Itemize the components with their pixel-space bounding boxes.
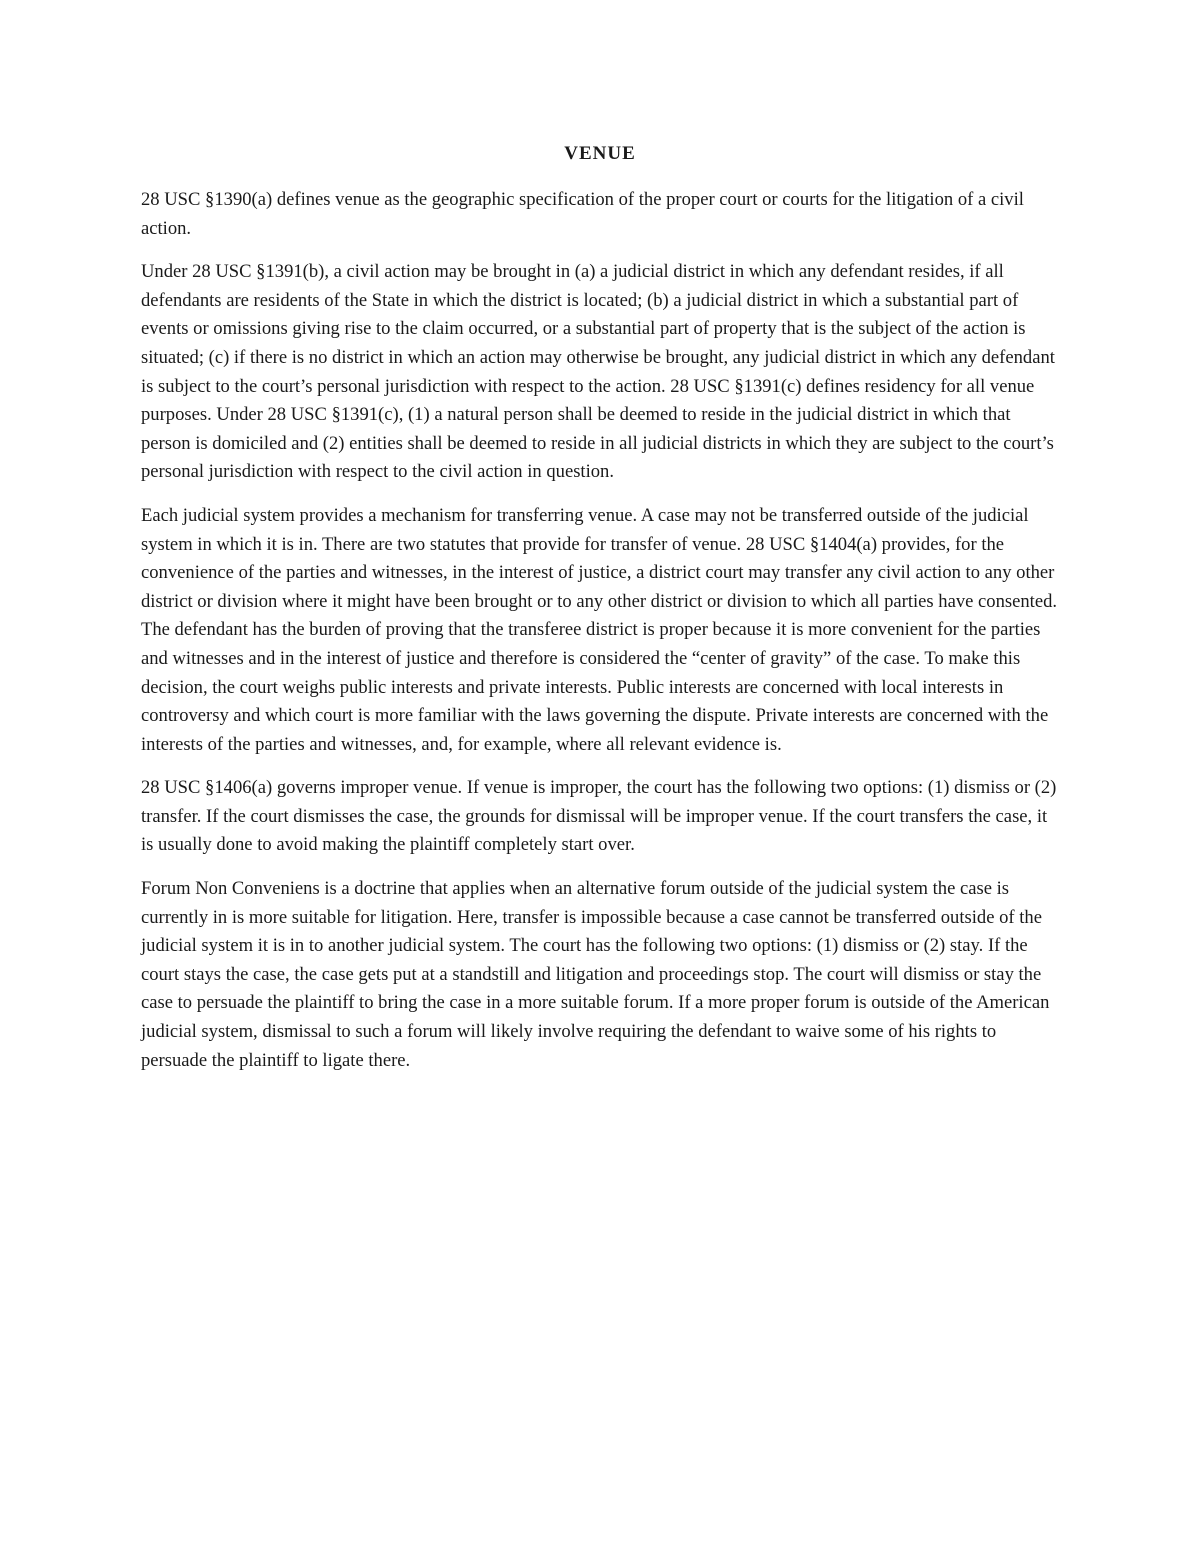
document-body <box>141 140 1059 1090</box>
paragraph-improper-venue-1406: 28 USC §1406(a) governs improper venue. If venue is improper, the court has the following two options: (1) dismiss or (2) transfer. If the court dismisses the case, the grounds for dismissal will be improper venue. If the court transfers the case, it is usually done to avoid making the plaintiff completely start over. <box>141 777 1057 856</box>
paragraph-1390: 28 USC §1390(a) defines venue as the geographic specification of the proper court or courts for the litigation of a civil action. <box>141 189 1024 239</box>
document-title: VENUE <box>564 143 636 164</box>
paragraph-1391: Under 28 USC §1391(b), a civil action may be brought in (a) a judicial district in which any defendant resides, if all defendants are residents of the State in which the district is located; (b) a judicial district in which a substantial part of events or omissions giving rise to the claim occurred, or a substantial part of property that is the subject of the action is situated; (c) if there is no district in which an action may otherwise be brought, any judicial district in which any defendant is subject to the court’s personal jurisdiction with respect to the action. 28 USC §1391(c) defines residency for all venue purposes. Under 28 USC §1391(c), (1) a natural person shall be deemed to reside in the judicial district in which that person is domiciled and (2) entities shall be deemed to reside in all judicial districts in which they are subject to the court’s personal jurisdiction with respect to the civil action in question. <box>141 261 1055 483</box>
paragraph-transfer-1404: Each judicial system provides a mechanism for transferring venue. A case may not be transferred outside of the judicial system in which it is in. There are two statutes that provide for transfer of venue. 28 USC §1404(a) provides, for the convenience of the parties and witnesses, in the interest of justice, a district court may transfer any civil action to any other district or division where it might have been brought or to any other district or division to which all parties have consented. The defendant has the burden of proving that the transferee district is proper because it is more convenient for the parties and witnesses and in the interest of justice and therefore is considered the “center of gravity” of the case. To make this decision, the court weighs public interests and private interests. Public interests are concerned with local interests in controversy and which court is more familiar with the laws governing the dispute. Private interests are concerned with the interests of the parties and witnesses, and, for example, where all relevant evidence is. <box>141 504 1058 755</box>
paragraph-forum-non-conveniens: Forum Non Conveniens is a doctrine that applies when an alternative forum outside of the judicial system the case is currently in is more suitable for litigation. Here, transfer is impossible because a case cannot be transferred outside of the judicial system it is in to another judicial system. The court has the following two options: (1) dismiss or (2) stay. If the court stays the case, the case gets put at a standstill and litigation and proceedings stop. The court will dismiss or stay the case to persuade the plaintiff to bring the case in a more suitable forum. If a more proper forum is outside of the American judicial system, dismissal to such a forum will likely involve requiring the defendant to waive some of his rights to persuade the plaintiff to ligate there. <box>141 878 1050 1071</box>
